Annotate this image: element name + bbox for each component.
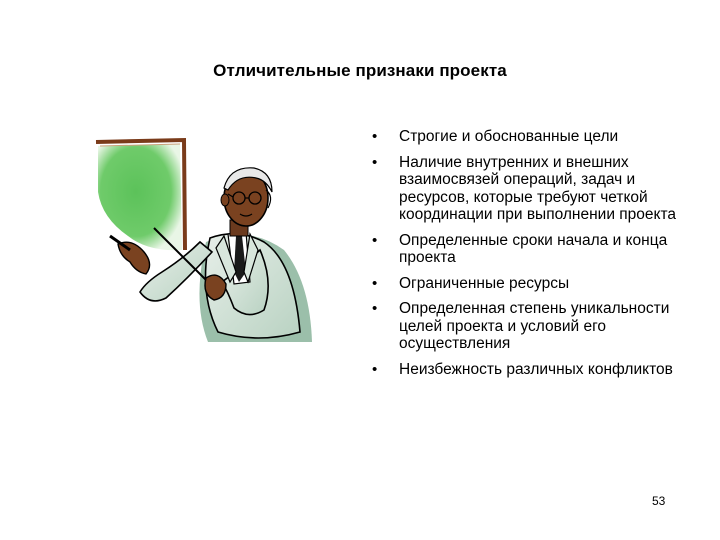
- bullet-text: Определенные сроки начала и конца проекта: [399, 231, 668, 266]
- list-item: [372, 154, 692, 224]
- list-item: [372, 128, 692, 146]
- bullet-text: Строгие и обоснованные цели: [399, 128, 619, 145]
- bullet-marker: •: [372, 274, 378, 292]
- bullet-marker: •: [372, 300, 378, 317]
- presenter-at-board-icon: [88, 132, 318, 347]
- list-item: [372, 361, 692, 379]
- list-item: [372, 232, 692, 267]
- bullet-marker: •: [372, 231, 378, 249]
- list-item: [372, 275, 692, 293]
- bullet-text: Определенная степень уникальности целей проекта и условий его осуществления: [399, 300, 670, 352]
- page-number: 53: [652, 494, 666, 508]
- bullet-marker: •: [372, 360, 378, 378]
- bullet-marker: •: [372, 153, 378, 171]
- bullet-text: Наличие внутренних и внешних взаимосвязей операций, задач и ресурсов, которые требуют четкой координации при выполнении проекта: [399, 153, 677, 223]
- bullet-text: Ограниченные ресурсы: [399, 274, 570, 292]
- page-title: Отличительные признаки проекта: [213, 61, 507, 80]
- list-item: [372, 300, 692, 353]
- bullet-text: Неизбежность различных конфликтов: [399, 360, 673, 378]
- bullet-marker: •: [372, 128, 378, 145]
- bullet-list: [372, 128, 692, 386]
